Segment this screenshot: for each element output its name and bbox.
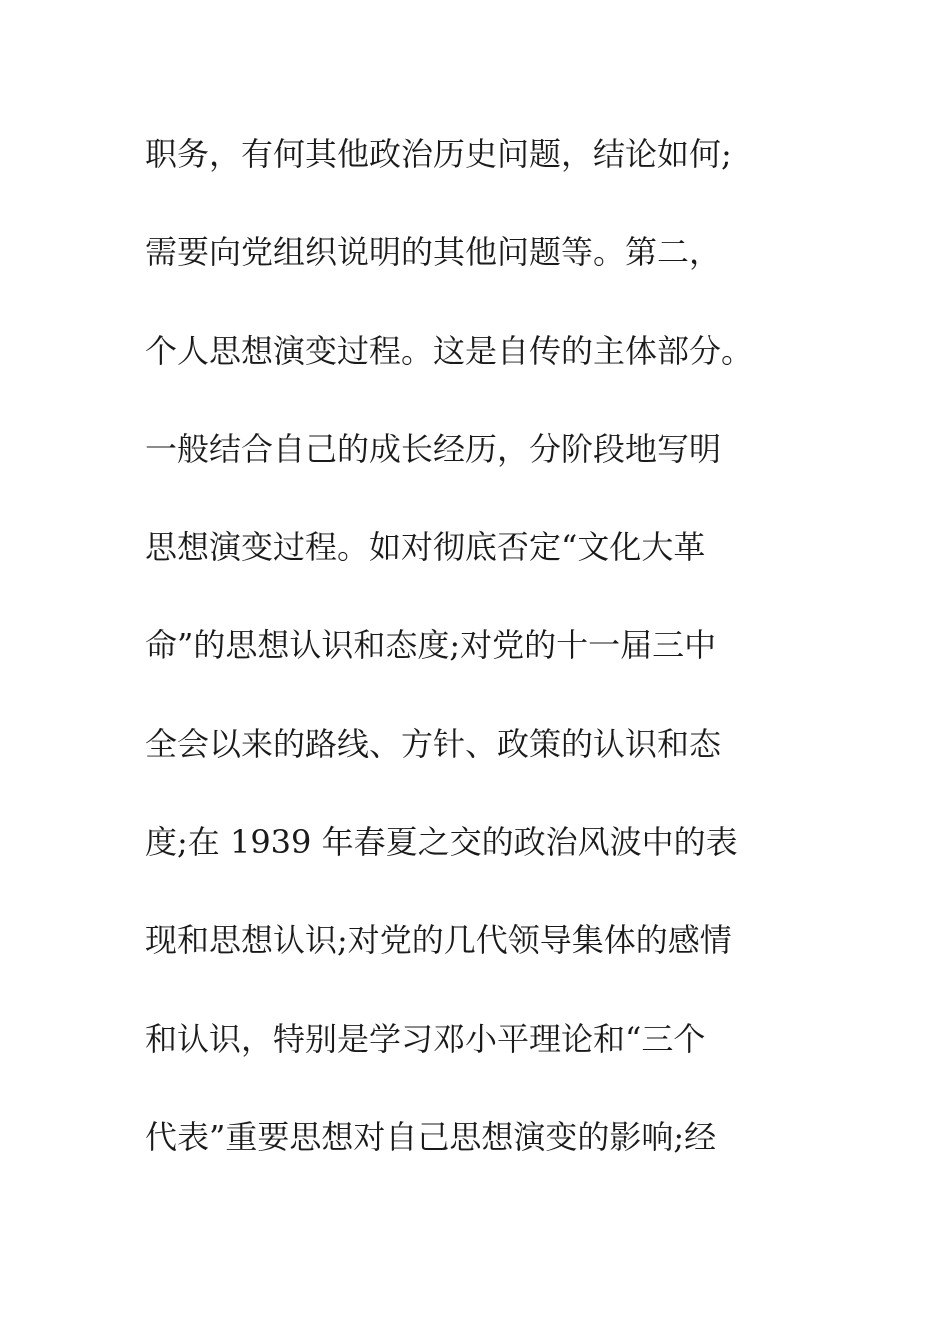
text-line: 个人思想演变过程。这是自传的主体部分。 bbox=[145, 331, 754, 370]
text-line: 一般结合自己的成长经历，分阶段地写明 bbox=[145, 429, 722, 468]
text-line: 命”的思想认识和态度;对党的十一届三中 bbox=[145, 626, 717, 665]
body-text bbox=[145, 128, 825, 1209]
text-line: 现和思想认识;对党的几代领导集体的感情 bbox=[145, 921, 732, 960]
text-line: 度;在 1939 年春夏之交的政治风波中的表 bbox=[145, 823, 738, 862]
text-line: 职务，有何其他政治历史问题，结论如何; bbox=[145, 135, 732, 173]
text-line: 代表”重要思想对自己思想演变的影响;经 bbox=[145, 1117, 717, 1156]
text-line: 和认识，特别是学习邓小平理论和“三个 bbox=[145, 1019, 706, 1058]
text-line: 需要向党组织说明的其他问题等。第二， bbox=[145, 233, 722, 272]
text-line: 思想演变过程。如对彻底否定“文化大革 bbox=[145, 528, 706, 567]
text-line: 全会以来的路线、方针、政策的认识和态 bbox=[145, 724, 722, 763]
